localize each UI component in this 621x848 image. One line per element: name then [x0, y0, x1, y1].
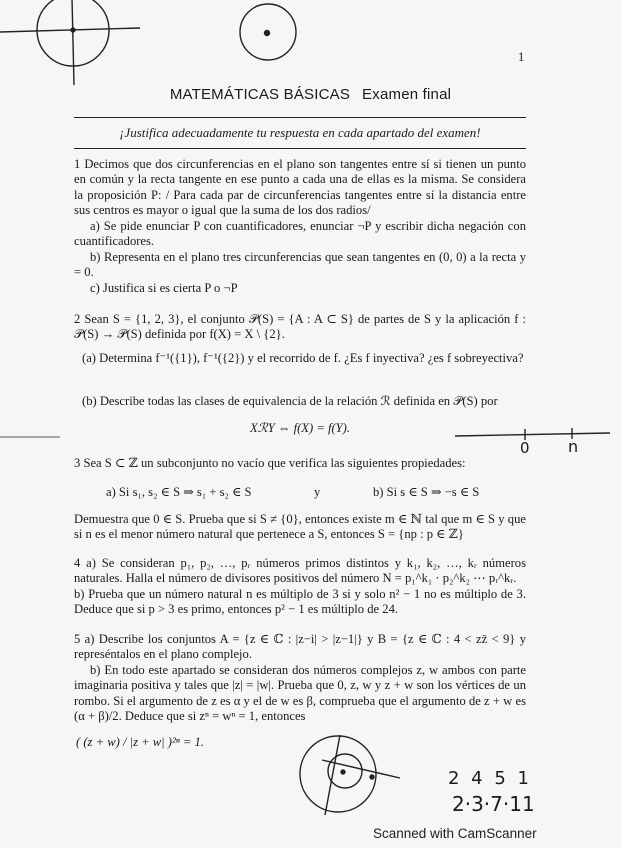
- problem-3-prop-b: b) Si s ∈ S ⇒ −s ∈ S: [373, 485, 480, 499]
- numberline-n-label: n: [568, 437, 579, 456]
- problem-3-conj: y: [314, 485, 321, 499]
- exam-subtitle: Examen final: [362, 86, 452, 103]
- problem-3-body: Demuestra que 0 ∈ S. Prueba que si S ≠ {0}, entonces existe m ∈ ℕ tal que m ∈ S y que si n es el menor número natural que pertenece a S, entonces S = {np : p ∈ ℤ}: [74, 512, 526, 542]
- problem-1-b: b) Representa en el plano tres circunferencias que sean tangentes en (0, 0) a la recta y = 0.: [74, 250, 526, 280]
- sketch-circle-bottom: [300, 736, 376, 812]
- handwritten-digits: 2 4 5 1: [448, 768, 532, 789]
- sketch-circle-right: [240, 4, 296, 60]
- problem-5-a: 5 a) Describe los conjuntos A = {z ∈ ℂ : |z−i| > |z−1|} y B = {z ∈ ℂ : 4 < zz̄ < 9} y represéntalos en el plano complejo.: [74, 632, 526, 662]
- handwritten-factorization: 2·3·7·11: [452, 792, 535, 816]
- problem-2-a: (a) Determina f⁻¹({1}), f⁻¹({2}) y el recorrido de f. ¿Es f inyectiva? ¿es f sobreyectiva?: [82, 351, 524, 365]
- problem-1-intro: 1 Decimos que dos circunferencias en el plano son tangentes entre sí si tienen un punto en común y la recta tangente en ese punto a cada una de ellas es la misma. Se considera la proposición P: / Para cada par de circunferencias tangentes entre sí la distancia entre sus centros es mayor o igual que la suma de los dos radios/: [74, 157, 526, 218]
- problem-1-c: c) Justifica si es cierta P o ¬P: [90, 281, 238, 295]
- problem-5-b: b) En todo este apartado se consideran dos números complejos z, w ambos con parte imaginaria positiva y tales que |z| = |w|. Prueba que 0, z, w y z + w son los vértices de un rombo. Si el argumento de z es α y el de w es β, comprueba que el argumento de z + w es (α + β)/2. Deduce que si zⁿ = wⁿ = 1, entonces: [74, 663, 526, 724]
- exam-title-main: MATEMÁTICAS BÁSICAS: [169, 86, 351, 103]
- exam-title: [0, 86, 621, 103]
- instructions: ¡Justifica adecuadamente tu respuesta en cada apartado del examen!: [119, 125, 481, 140]
- problem-4-b: b) Prueba que un número natural n es múltiplo de 3 si y solo n² − 1 no es múltiplo de 3. Deduce que si p > 3 es primo, entonces p² − 1 es múltiplo de 24.: [74, 587, 526, 617]
- numberline-zero-label: 0: [520, 439, 530, 457]
- page-number: 1: [518, 50, 525, 64]
- problem-1-a: a) Se pide enunciar P con cuantificadores, enunciar ¬P y escribir dicha negación con cuantificadores.: [74, 219, 526, 249]
- problem-3-intro: 3 Sea S ⊂ ℤ un subconjunto no vacío que verifica las siguientes propiedades:: [74, 456, 466, 470]
- problem-4-a: 4 a) Se consideran p₁, p₂, …, pᵣ números primos distintos y k₁, k₂, …, kᵣ números naturales. Halla el número de divisores positivos del número N = p₁^k₁ · p₂^k₂ ⋯ pᵣ^kᵣ.: [74, 556, 526, 586]
- problem-3-prop-a: a) Si s₁, s₂ ∈ S ⇒ s₁ + s₂ ∈ S: [106, 485, 252, 499]
- problem-2-intro: 2 Sean S = {1, 2, 3}, el conjunto 𝒫(S) = {A : A ⊂ S} de partes de S y la aplicación f : 𝒫(S) → 𝒫(S) definida por f(X) = X \ {2}.: [74, 312, 526, 342]
- sketch-circle-left: [37, 0, 109, 66]
- problem-2-formula: XℛY ⇔ f(X) = f(Y).: [249, 421, 351, 435]
- divider-bottom: [74, 148, 526, 149]
- problem-5-formula: ( (z + w) / |z + w| )²ⁿ = 1.: [76, 735, 204, 749]
- divider-top: [74, 117, 526, 118]
- problem-2-b: (b) Describe todas las clases de equivalencia de la relación ℛ definida en 𝒫(S) por: [82, 394, 498, 408]
- scanner-watermark: Scanned with CamScanner: [373, 826, 537, 841]
